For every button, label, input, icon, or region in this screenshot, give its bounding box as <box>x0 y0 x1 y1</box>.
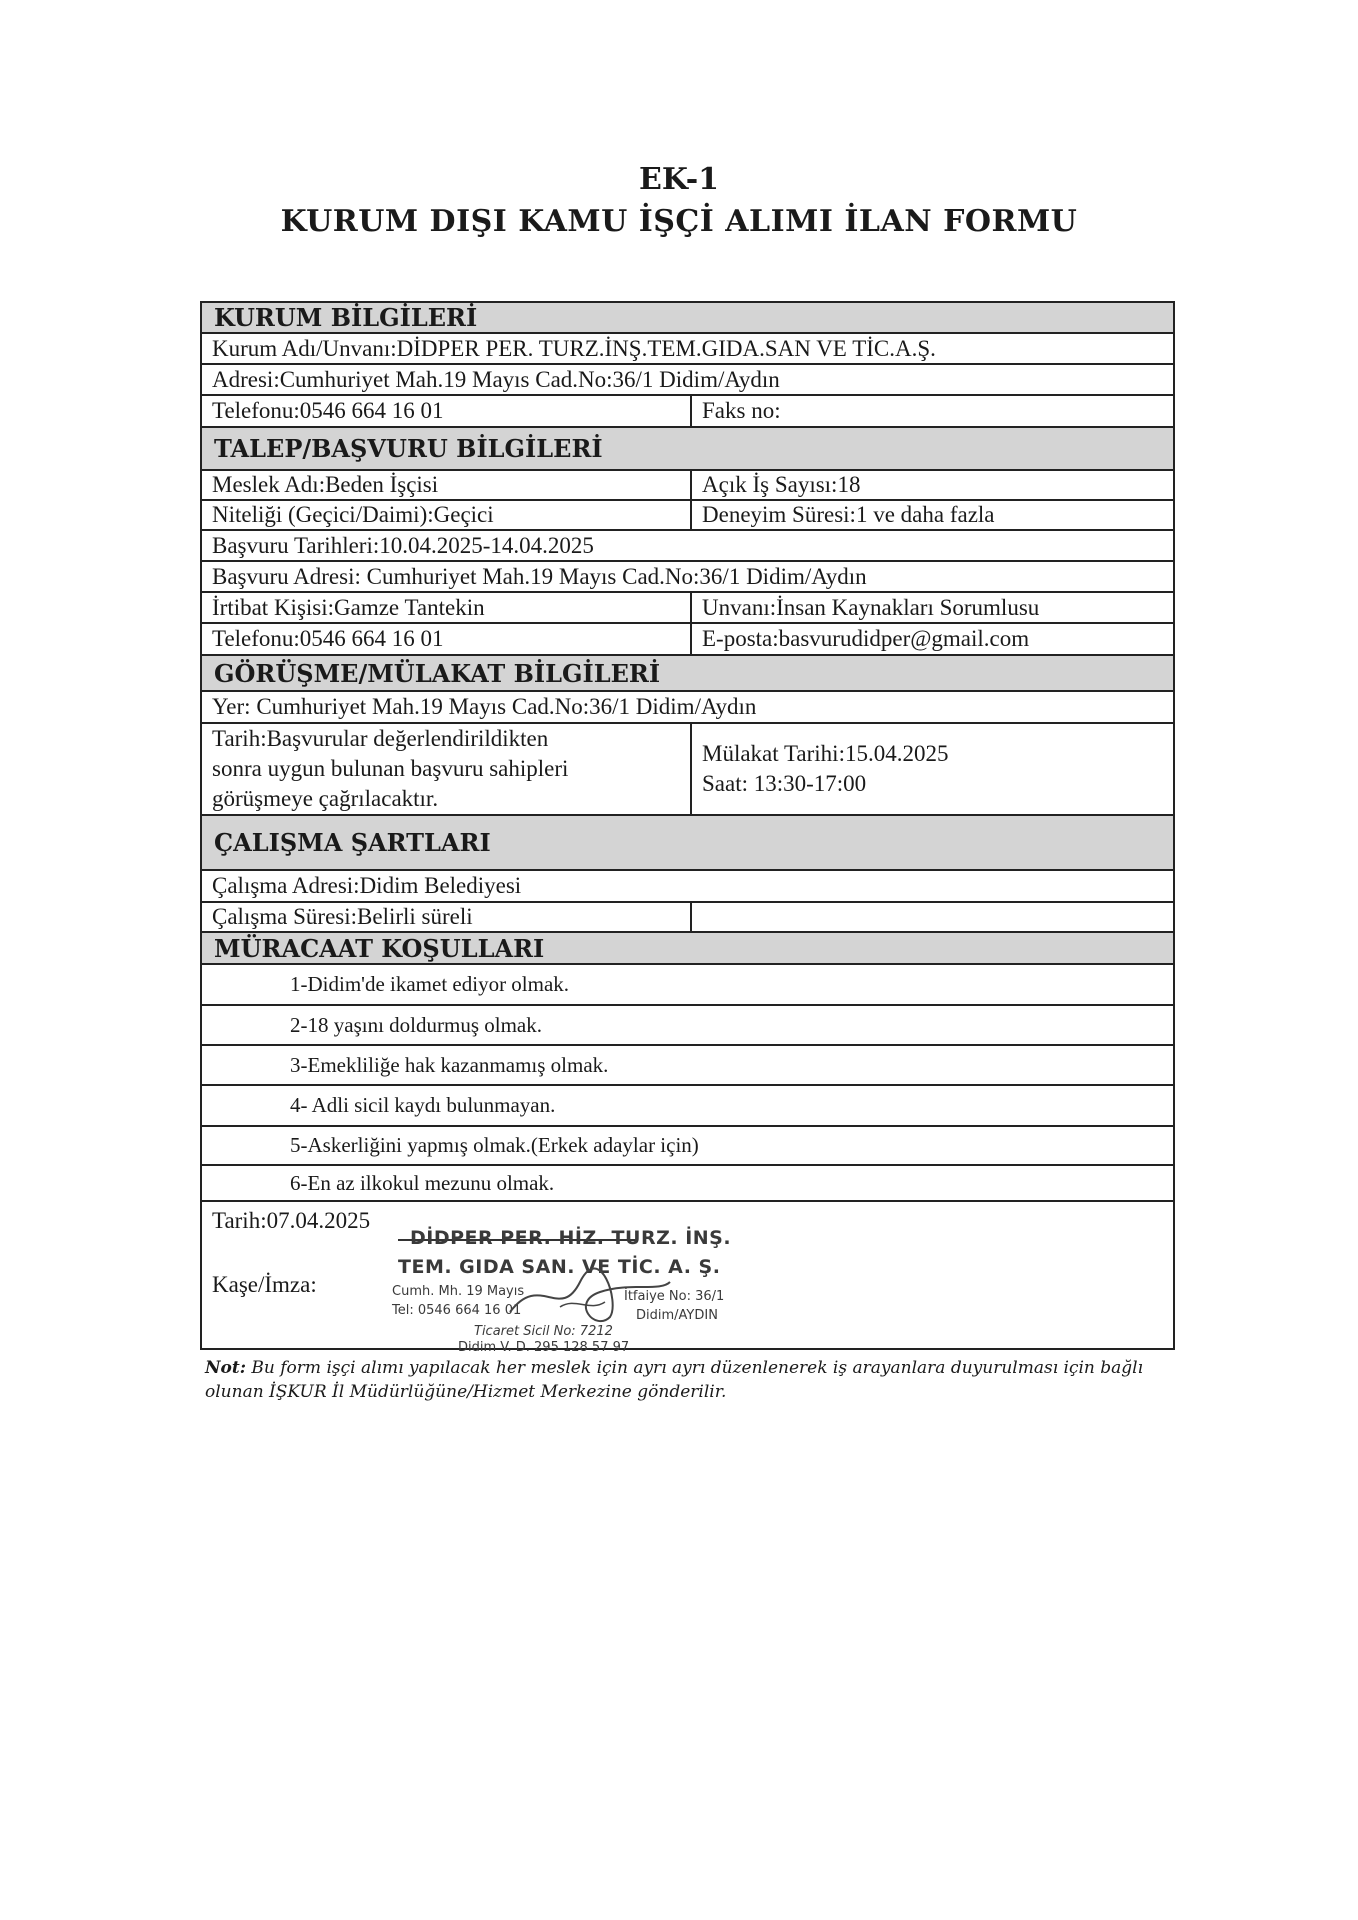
irtibat-kisisi: İrtibat Kişisi:Gamze Tantekin <box>202 593 692 622</box>
basvuru-tarihleri: Başvuru Tarihleri:10.04.2025-14.04.2025 <box>200 529 1175 562</box>
imza-tarih: Tarih:07.04.2025 <box>212 1208 371 1233</box>
form-code: EK-1 <box>638 162 720 197</box>
calisma-empty-cell <box>692 903 1173 931</box>
kase-imza-label: Kaşe/İmza: <box>212 1272 317 1297</box>
niteligi: Niteliği (Geçici/Daimi):Geçici <box>202 501 692 529</box>
talep-row-1 <box>200 469 1175 501</box>
kosul-item: 1-Didim'de ikamet ediyor olmak. <box>200 963 1175 1006</box>
kosul-item: 6-En az ilkokul mezunu olmak. <box>200 1164 1175 1202</box>
kurum-faks: Faks no: <box>702 398 781 423</box>
kurum-adres: Adresi:Cumhuriyet Mah.19 Mayıs Cad.No:36/1 Didim/Aydın <box>200 363 1175 396</box>
section-muracaat-heading: MÜRACAAT KOŞULLARI <box>200 931 1175 965</box>
kosul-item: 2-18 yaşını doldurmuş olmak. <box>200 1004 1175 1046</box>
deneyim-suresi: Deneyim Süresi:1 ve daha fazla <box>702 502 995 527</box>
stamp-line-2: TEM. GIDA SAN. VE TİC. A. Ş. <box>398 1256 721 1278</box>
talep-row-iletisim <box>200 622 1175 656</box>
section-kurum-heading: KURUM BİLGİLERİ <box>200 301 1175 334</box>
stamp-line-1: DİDPER PER. HİZ. TURZ. İNŞ. <box>410 1227 732 1249</box>
acik-is-sayisi: Açık İş Sayısı:18 <box>702 472 861 497</box>
gorusme-yer: Yer: Cumhuriyet Mah.19 Mayıs Cad.No:36/1 Didim/Aydın <box>200 690 1175 724</box>
talep-row-2 <box>200 499 1175 531</box>
section-talep-heading: TALEP/BAŞVURU BİLGİLERİ <box>200 426 1175 471</box>
kosul-item: 4- Adli sicil kaydı bulunmayan. <box>200 1084 1175 1127</box>
kurum-telefon: Telefonu:0546 664 16 01 <box>202 396 692 426</box>
section-calisma-heading: ÇALIŞMA ŞARTLARI <box>200 814 1175 871</box>
stamp-line-3a: Cumh. Mh. 19 Mayıs <box>392 1284 525 1299</box>
kurum-adi: Kurum Adı/Unvanı:DİDPER PER. TURZ.İNŞ.TEM.GIDA.SAN VE TİC.A.Ş. <box>200 332 1175 365</box>
stamp-line-5: Ticaret Sicil No: 7212 <box>474 1324 613 1339</box>
note-label: Not: <box>205 1358 247 1378</box>
stamp-line-3b: İtfaiye No: 36/1 <box>624 1289 725 1304</box>
calisma-adresi: Çalışma Adresi:Didim Belediyesi <box>200 869 1175 903</box>
gorusme-tarih-row <box>200 722 1175 816</box>
talep-telefon: Telefonu:0546 664 16 01 <box>202 624 692 654</box>
mulakat-tarihi: Mülakat Tarihi:15.04.2025 <box>702 741 949 766</box>
meslek-adi: Meslek Adı:Beden İşçisi <box>202 471 692 499</box>
basvuru-adresi: Başvuru Adresi: Cumhuriyet Mah.19 Mayıs Cad.No:36/1 Didim/Aydın <box>200 560 1175 593</box>
gorusme-tarih-aciklama <box>202 724 692 814</box>
note-text: Bu form işçi alımı yapılacak her meslek için ayrı ayrı düzenlenerek iş arayanlara duyurulması için bağlı olunan İŞKUR İl Müdürlüğüne/Hizmet Merkezine gönderilir. <box>205 1358 1144 1402</box>
signature-scribble <box>500 1262 680 1332</box>
talep-eposta: E-posta:basvurudidper@gmail.com <box>702 626 1030 651</box>
calisma-suresi: Çalışma Süresi:Belirli süreli <box>202 903 692 931</box>
footer-note <box>205 1356 1185 1404</box>
stamp-line-6: Didim V. D. 295 128 57 97 <box>458 1340 630 1355</box>
announcement-form <box>200 301 1175 1350</box>
irtibat-unvani: Unvanı:İnsan Kaynakları Sorumlusu <box>702 594 1040 620</box>
mulakat-detay <box>692 724 1173 814</box>
form-title: KURUM DIŞI KAMU İŞÇİ ALIMI İLAN FORMU <box>280 204 1078 239</box>
gorusme-tarih-line-2: sonra uygun bulunan başvuru sahipleri <box>212 756 569 781</box>
stamp-line-4b: Didim/AYDIN <box>636 1308 718 1323</box>
gorusme-tarih-line-1: Tarih:Başvurular değerlendirildikten <box>212 726 549 751</box>
calisma-sure-row <box>200 901 1175 933</box>
talep-row-irtibat <box>200 591 1175 624</box>
mulakat-saat: Saat: 13:30-17:00 <box>702 771 867 796</box>
gorusme-tarih-line-3: görüşmeye çağrılacaktır. <box>212 786 439 811</box>
kosul-item: 5-Askerliğini yapmış olmak.(Erkek adaylar için) <box>200 1125 1175 1166</box>
kosul-item: 3-Emekliliğe hak kazanmamış olmak. <box>200 1044 1175 1086</box>
stamp-line-4a: Tel: 0546 664 16 01 <box>392 1303 522 1318</box>
section-gorusme-heading: GÖRÜŞME/MÜLAKAT BİLGİLERİ <box>200 654 1175 692</box>
kurum-contact-row <box>200 394 1175 428</box>
